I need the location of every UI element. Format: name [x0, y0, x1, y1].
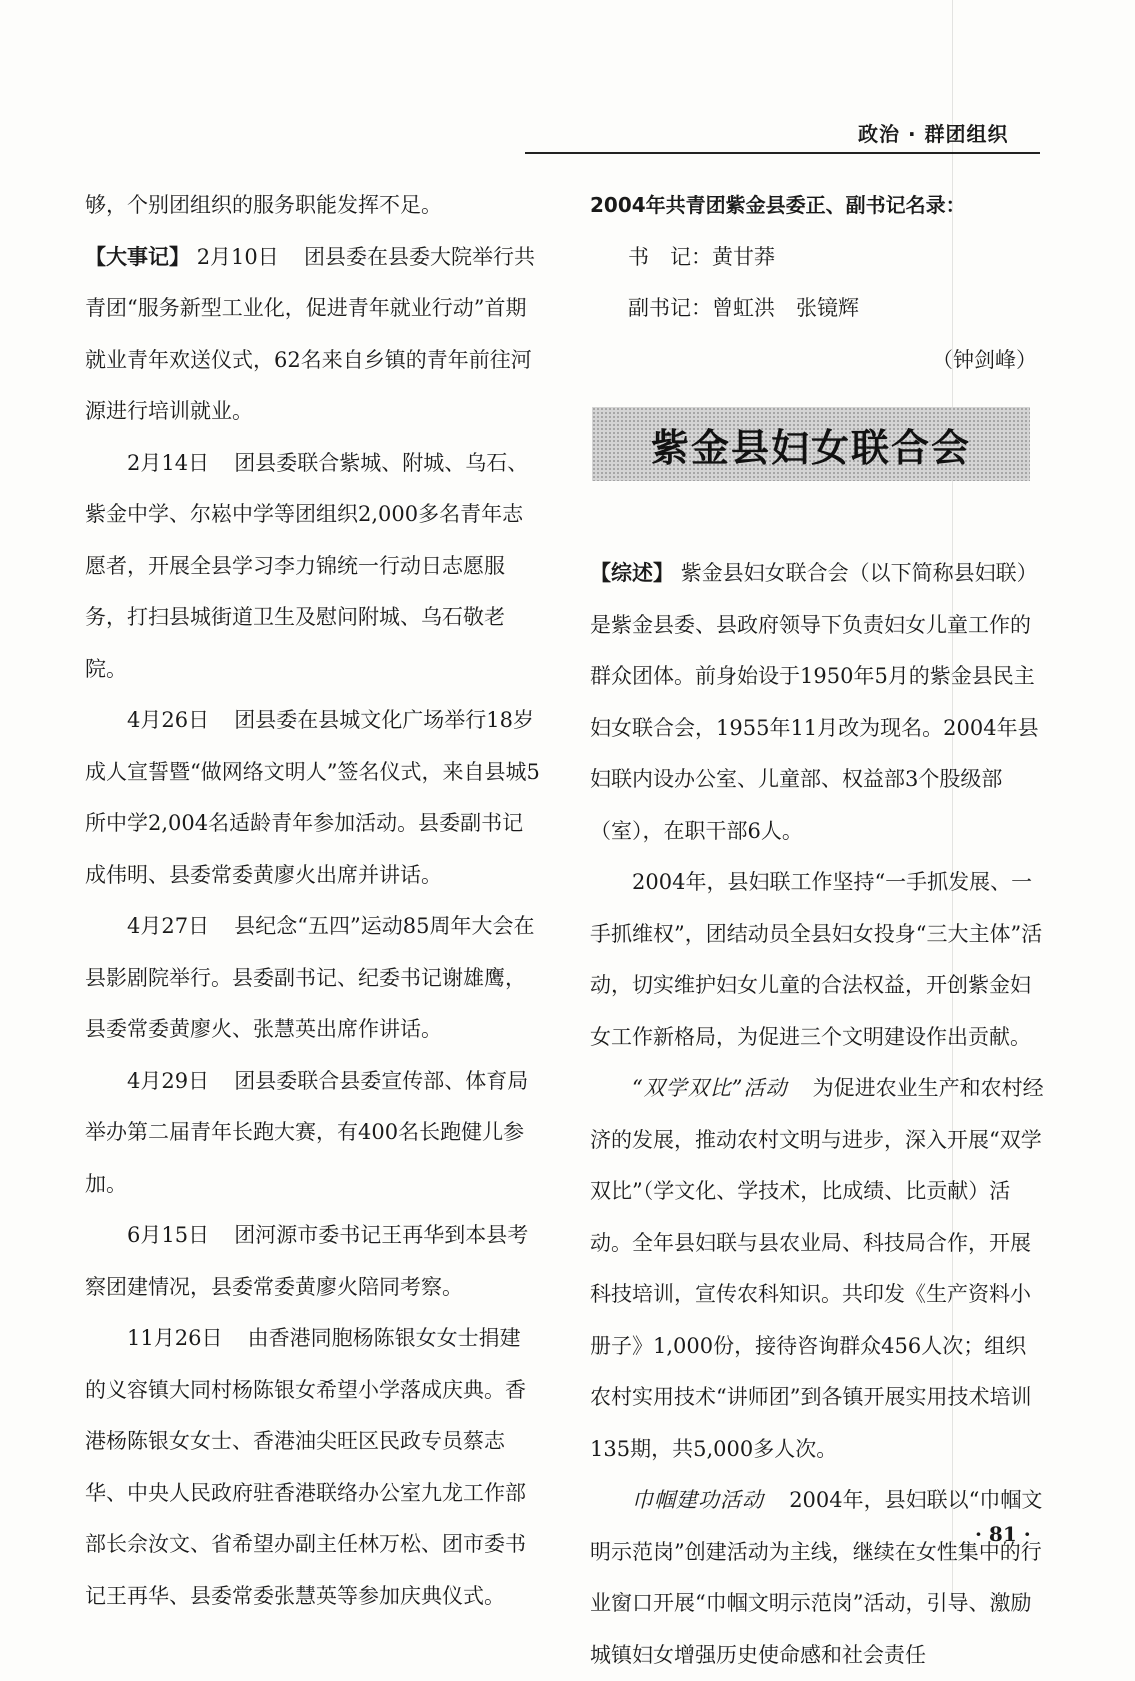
- subsection-paragraph: [590, 1475, 1045, 1681]
- event-text: 团县委在县城文化广场举行18岁成人宣誓暨“做网络文明人”签名仪式，来自县城5所中学2,004名适龄青年参加活动。县委副书记成伟明、县委常委黄廖火出席并讲话。: [85, 708, 540, 887]
- subsection-title: 巾帼建功活动: [632, 1488, 764, 1512]
- left-column: [85, 180, 540, 1622]
- subsection-title: “双学双比”活动: [632, 1076, 788, 1100]
- right-column: [590, 180, 1045, 1681]
- event-date: 2月10日: [196, 244, 279, 269]
- author-credit: （钟剑峰）: [932, 347, 1037, 372]
- event-date: 2月14日: [127, 450, 210, 475]
- event-item: [85, 901, 540, 1056]
- event-item: [85, 438, 540, 696]
- page-number: · 81 ·: [975, 1522, 1031, 1546]
- event-item: [85, 695, 540, 901]
- section-banner-title: 紫金县妇女联合会: [650, 425, 971, 470]
- roster-title: 2004年共青团紫金县委正、副书记名录：: [590, 193, 966, 217]
- paragraph: 2004年，县妇联工作坚持“一手抓发展、一手抓维权”，团结动员全县妇女投身“三大主体”活动，切实维护妇女儿童的合法权益，开创紫金妇女工作新格局，为促进三个文明建设作出贡献。: [590, 870, 1043, 1049]
- summary-tag: 【综述】: [590, 561, 674, 585]
- summary-paragraph: [590, 548, 1045, 857]
- events-tag: 【大事记】: [85, 244, 190, 269]
- event-date: 4月29日: [127, 1068, 210, 1093]
- subsection-paragraph: [590, 1063, 1045, 1475]
- running-header: 政治 · 群团组织: [858, 122, 1009, 146]
- event-text: 县纪念“五四”运动85周年大会在县影剧院举行。县委副书记、纪委书记谢雄鹰，县委常委黄廖火、张慧英出席作讲话。: [85, 914, 535, 1041]
- header-rule: [525, 152, 1040, 154]
- event-item: [85, 232, 540, 438]
- event-item: [85, 1313, 540, 1622]
- event-text: 由香港同胞杨陈银女女士捐建的义容镇大同村杨陈银女希望小学落成庆典。香港杨陈银女女士、香港油尖旺区民政专员蔡志华、中央人民政府驻香港联络办公室九龙工作部部长佘汝文、省希望办副主任林万松、团市委书记王再华、县委常委张慧英等参加庆典仪式。: [85, 1326, 526, 1608]
- summary-text: 紫金县妇女联合会（以下简称县妇联）是紫金县委、县政府领导下负责妇女儿童工作的群众团体。前身始设于1950年5月的紫金县民主妇女联合会，1955年11月改为现名。2004年县妇联内设办公室、儿童部、权益部3个股级部（室），在职干部6人。: [590, 561, 1039, 843]
- event-date: 6月15日: [127, 1223, 210, 1247]
- event-text: 团县委在县委大院举行共青团“服务新型工业化，促进青年就业行动”首期就业青年欢送仪式，62名来自乡镇的青年前往河源进行培训就业。: [85, 244, 535, 423]
- section-banner: [592, 407, 1030, 481]
- event-date: 4月27日: [127, 914, 210, 938]
- roster-secretary: 书 记：黄甘莽: [628, 244, 775, 269]
- event-item: [85, 1056, 540, 1211]
- event-text: 团县委联合县委宣传部、体育局举办第二届青年长跑大赛，有400名长跑健儿参加。: [85, 1068, 529, 1196]
- paragraph: 够，个别团组织的服务职能发挥不足。: [85, 193, 442, 217]
- event-date: 4月26日: [127, 708, 210, 732]
- roster-deputy: 副书记：曾虹洪 张镜辉: [628, 296, 859, 320]
- event-text: 团县委联合紫城、附城、乌石、紫金中学、尔崧中学等团组织2,000多名青年志愿者，开展全县学习李力锦统一行动日志愿服务，打扫县城街道卫生及慰问附城、乌石敬老院。: [85, 450, 529, 681]
- event-item: [85, 1210, 540, 1313]
- event-date: 11月26日: [127, 1326, 223, 1350]
- subsection-text: 2004年，县妇联以“巾帼文明示范岗”创建活动为主线，继续在女性集中的行业窗口开展“巾帼文明示范岗”活动，引导、激励城镇妇女增强历史使命感和社会责任: [590, 1488, 1043, 1667]
- subsection-text: 为促进农业生产和农村经济的发展，推动农村文明与进步，深入开展“双学双比”（学文化、学技术，比成绩、比贡献）活动。全年县妇联与县农业局、科技局合作，开展科技培训，宣传农科知识。共印发《生产资料小册子》1,000份，接待咨询群众456人次；组织农村实用技术“讲师团”到各镇开展实用技术培训135期，共5,000多人次。: [590, 1076, 1044, 1461]
- event-text: 团河源市委书记王再华到本县考察团建情况，县委常委黄廖火陪同考察。: [85, 1223, 529, 1299]
